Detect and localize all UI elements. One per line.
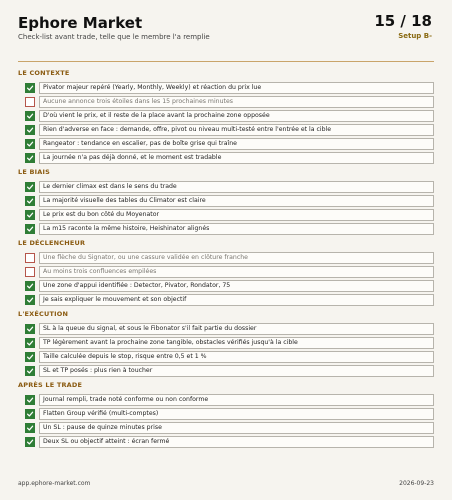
score-counter: 15 / 18 (374, 12, 432, 30)
checklist-item-label: Une flèche du Signator, ou une cassure validée en clôture franche (39, 252, 434, 264)
checklist-item-label: Une zone d'appui identifiée : Detector, Pivator, Rondator, 75 (39, 280, 434, 292)
section-title: APRÈS LE TRADE (18, 381, 83, 389)
checklist-item-label: TP légèrement avant la prochaine zone tangible, obstacles vérifiés jusqu'à la cible (39, 337, 434, 349)
checkmark-icon (26, 438, 34, 446)
checklist-item (18, 194, 434, 207)
checkmark-icon (26, 296, 34, 304)
checklist-item (18, 95, 434, 108)
checkbox-checked[interactable] (25, 281, 35, 291)
checklist-item-label: Le prix est du bon côté du Moyenator (39, 209, 434, 221)
checkbox-checked[interactable] (25, 111, 35, 121)
checkbox-unchecked[interactable] (25, 253, 35, 263)
page-footer (18, 480, 434, 492)
checklist-item-label: Aucune annonce trois étoiles dans les 15 prochaines minutes (39, 96, 434, 108)
footer-url: app.ephore-market.com (18, 480, 91, 487)
checklist-item (18, 393, 434, 406)
checklist-item-label: La majorité visuelle des tables du Climator est claire (39, 195, 434, 207)
checklist-item (18, 123, 434, 136)
checklist-item-label: Un SL : pause de quinze minutes prise (39, 422, 434, 434)
setup-grade: Setup B- (398, 32, 432, 40)
checklist-item (18, 322, 434, 335)
checklist-item-label: Pivator majeur repéré (Yearly, Monthly, Weekly) et réaction du prix lue (39, 82, 434, 94)
checklist-item (18, 265, 434, 278)
checklist-item (18, 293, 434, 306)
checklist-item (18, 81, 434, 94)
checkbox-checked[interactable] (25, 423, 35, 433)
checkmark-icon (26, 282, 34, 290)
checklist-item (18, 151, 434, 164)
checklist-item (18, 279, 434, 292)
checklist-item-label: La journée n'a pas déjà donné, et le moment est tradable (39, 152, 434, 164)
checklist-item (18, 350, 434, 363)
checkmark-icon (26, 339, 34, 347)
checkmark-icon (26, 211, 34, 219)
checkbox-checked[interactable] (25, 153, 35, 163)
checklist-item-label: Rien d'adverse en face : demande, offre, pivot ou niveau multi-testé entre l'entrée et la cible (39, 124, 434, 136)
checklist-item (18, 251, 434, 264)
checkbox-checked[interactable] (25, 139, 35, 149)
checklist-item (18, 137, 434, 150)
page-header (18, 12, 434, 62)
checklist-item (18, 180, 434, 193)
checkbox-checked[interactable] (25, 324, 35, 334)
checklist-item-label: Flatten Group vérifié (multi-comptes) (39, 408, 434, 420)
checkmark-icon (26, 154, 34, 162)
checklist (18, 66, 434, 449)
footer-date: 2026-09-23 (399, 480, 434, 487)
checkbox-unchecked[interactable] (25, 97, 35, 107)
checklist-item-label: La m15 raconte la même histoire, Heishinator alignés (39, 223, 434, 235)
checklist-item-label: Deux SL ou objectif atteint : écran fermé (39, 436, 434, 448)
section-title: LE CONTEXTE (18, 69, 70, 77)
page-subtitle: Check-list avant trade, telle que le membre l'a remplie (18, 33, 210, 41)
checkbox-checked[interactable] (25, 224, 35, 234)
checkmark-icon (26, 225, 34, 233)
checkmark-icon (26, 367, 34, 375)
checkbox-checked[interactable] (25, 437, 35, 447)
checkmark-icon (26, 325, 34, 333)
checklist-item (18, 407, 434, 420)
checkmark-icon (26, 84, 34, 92)
checkbox-checked[interactable] (25, 125, 35, 135)
section-title: L'EXÉCUTION (18, 310, 69, 318)
checklist-item-label: Taille calculée depuis le stop, risque entre 0,5 et 1 % (39, 351, 434, 363)
checkmark-icon (26, 183, 34, 191)
checklist-item (18, 364, 434, 377)
checkbox-checked[interactable] (25, 395, 35, 405)
checkmark-icon (26, 140, 34, 148)
checkbox-checked[interactable] (25, 338, 35, 348)
section-title: LE BIAIS (18, 168, 50, 176)
checkbox-checked[interactable] (25, 196, 35, 206)
checklist-item-label: D'où vient le prix, et il reste de la place avant la prochaine zone opposée (39, 110, 434, 122)
checklist-item (18, 208, 434, 221)
page-title: Ephore Market (18, 14, 143, 32)
checklist-item-label: Le dernier climax est dans le sens du trade (39, 181, 434, 193)
checklist-item (18, 222, 434, 235)
checklist-item-label: SL et TP posés : plus rien à toucher (39, 365, 434, 377)
checklist-item (18, 109, 434, 122)
checklist-item-label: Au moins trois confluences empilées (39, 266, 434, 278)
checkbox-checked[interactable] (25, 366, 35, 376)
checkmark-icon (26, 126, 34, 134)
checklist-item-label: SL à la queue du signal, et sous le Fibonator s'il fait partie du dossier (39, 323, 434, 335)
checkmark-icon (26, 410, 34, 418)
section-title: LE DÉCLENCHEUR (18, 239, 86, 247)
checklist-item (18, 336, 434, 349)
checklist-item-label: Rangeator : tendance en escalier, pas de boîte grise qui traîne (39, 138, 434, 150)
checkbox-checked[interactable] (25, 182, 35, 192)
checkmark-icon (26, 353, 34, 361)
checkbox-checked[interactable] (25, 352, 35, 362)
checkbox-checked[interactable] (25, 210, 35, 220)
checkbox-checked[interactable] (25, 295, 35, 305)
checkmark-icon (26, 197, 34, 205)
checkmark-icon (26, 424, 34, 432)
checkbox-unchecked[interactable] (25, 267, 35, 277)
checkbox-checked[interactable] (25, 409, 35, 419)
checklist-item (18, 421, 434, 434)
checkmark-icon (26, 112, 34, 120)
checklist-item-label: Journal rempli, trade noté conforme ou non conforme (39, 394, 434, 406)
checkbox-checked[interactable] (25, 83, 35, 93)
checklist-item-label: Je sais expliquer le mouvement et son objectif (39, 294, 434, 306)
checkmark-icon (26, 396, 34, 404)
checklist-item (18, 435, 434, 448)
